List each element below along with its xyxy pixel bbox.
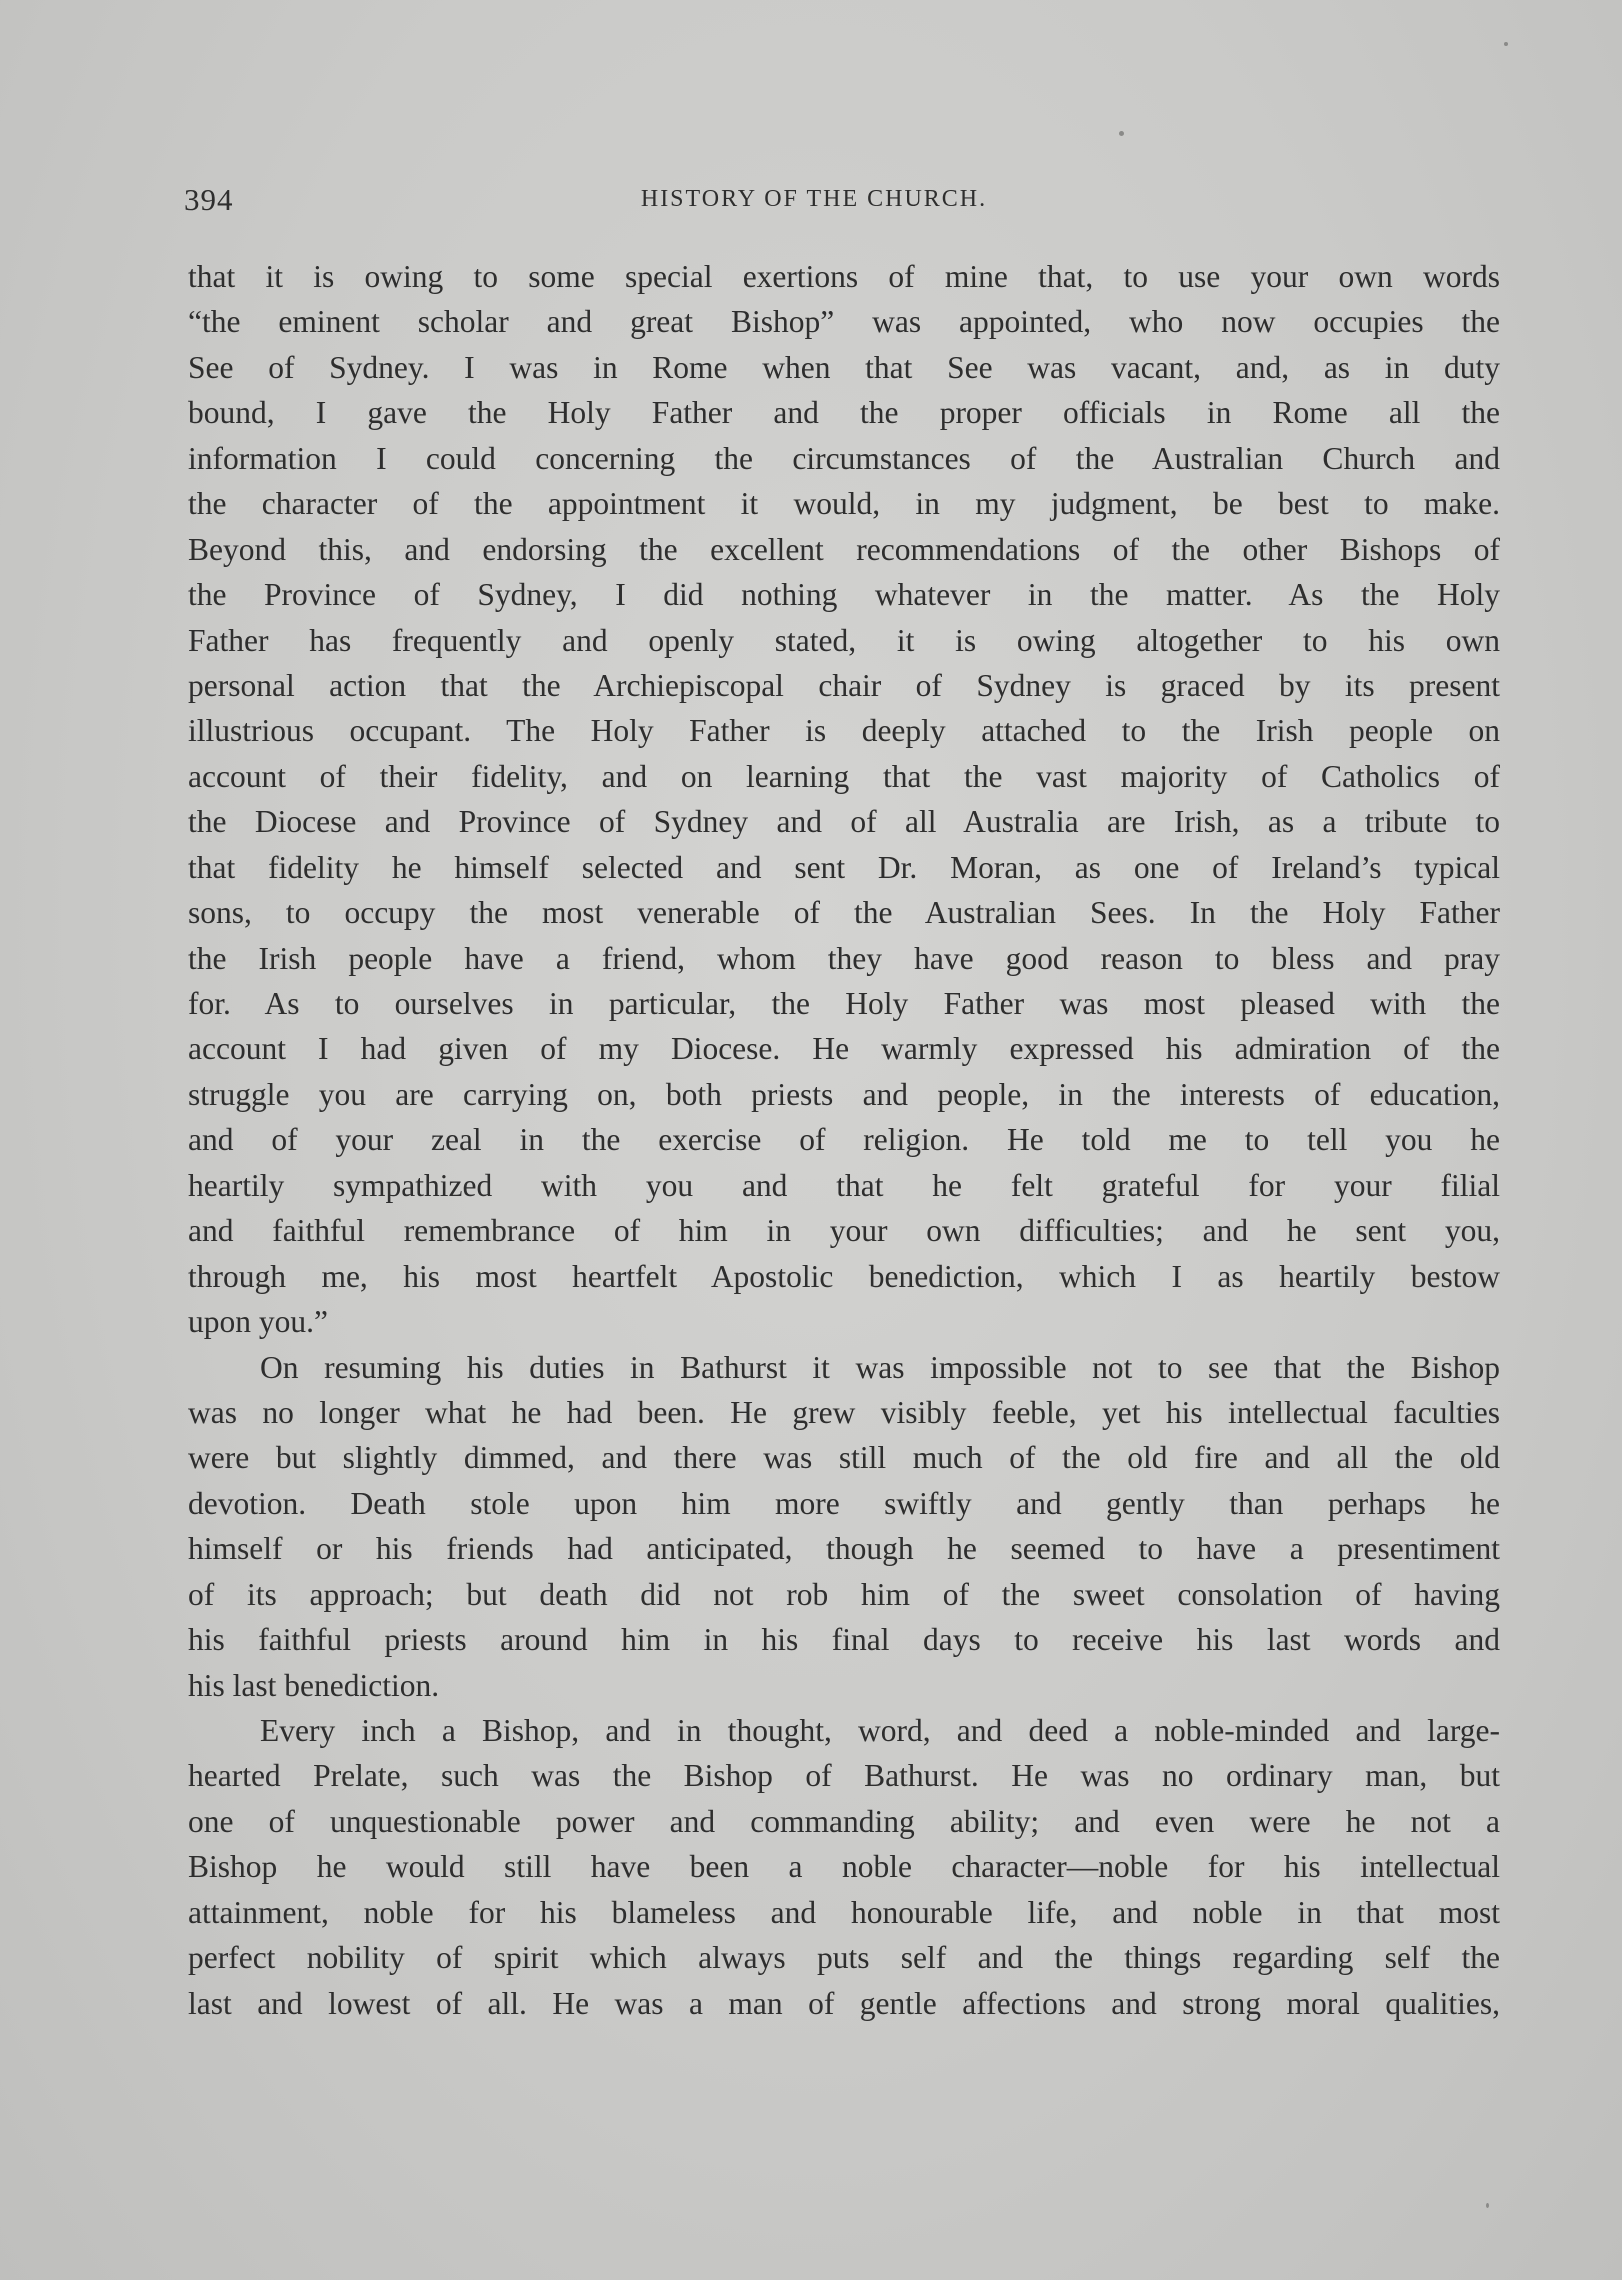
text-line: On resuming his duties in Bathurst it was impossible not to see that the Bishop	[260, 1349, 1500, 1385]
text-line: Every inch a Bishop, and in thought, word, and deed a noble-minded and large-	[260, 1713, 1500, 1748]
text-line: struggle you are carrying on, both priests and people, in the interests of education,	[188, 1076, 1500, 1112]
paper-speck	[1119, 131, 1124, 136]
text-line: See of Sydney. I was in Rome when that See was vacant, and, as in duty	[188, 349, 1500, 385]
text-line: bound, I gave the Holy Father and the proper officials in Rome all the	[188, 395, 1500, 431]
paragraph-character-tribute	[188, 1708, 1500, 2026]
text-line: account of their fidelity, and on learning that the vast majority of Catholics of	[188, 758, 1500, 794]
text-line: account I had given of my Diocese. He warmly expressed his admiration of the	[188, 1031, 1500, 1067]
text-line: attainment, noble for his blameless and honourable life, and noble in that most	[188, 1894, 1500, 1930]
text-line: hearted Prelate, such was the Bishop of Bathurst. He was no ordinary man, but	[188, 1758, 1500, 1794]
text-line: of its approach; but death did not rob him of the sweet consolation of having	[188, 1576, 1500, 1612]
text-line: personal action that the Archiepiscopal chair of Sydney is graced by its present	[188, 667, 1500, 703]
running-head	[184, 182, 1444, 222]
text-line: and faithful remembrance of him in your own difficulties; and he sent you,	[188, 1213, 1500, 1249]
text-line: one of unquestionable power and commanding ability; and even were he not a	[188, 1803, 1500, 1839]
text-line: devotion. Death stole upon him more swiftly and gently than perhaps he	[188, 1485, 1500, 1521]
text-line: for. As to ourselves in particular, the Holy Father was most pleased with the	[188, 986, 1500, 1021]
paragraph-final-illness	[188, 1345, 1500, 1709]
text-line: Father has frequently and openly stated, it is owing altogether to his own	[188, 622, 1500, 658]
text-line: himself or his friends had anticipated, though he seemed to have a presentiment	[188, 1531, 1500, 1567]
text-line: the Irish people have a friend, whom they have good reason to bless and pray	[188, 940, 1500, 976]
text-line: his last benediction.	[188, 1667, 440, 1703]
text-line: information I could concerning the circumstances of the Australian Church and	[188, 440, 1500, 476]
text-line: illustrious occupant. The Holy Father is deeply attached to the Irish people on	[188, 713, 1500, 749]
paper-speck	[1504, 42, 1508, 46]
text-line: and of your zeal in the exercise of religion. He told me to tell you he	[188, 1122, 1500, 1158]
text-line: were but slightly dimmed, and there was still much of the old fire and all the old	[188, 1440, 1500, 1476]
text-line: the Province of Sydney, I did nothing whatever in the matter. As the Holy	[188, 577, 1500, 613]
text-line: that it is owing to some special exertions of mine that, to use your own words	[188, 259, 1500, 294]
body-text	[188, 254, 1500, 2026]
text-line: Bishop he would still have been a noble character—noble for his intellectual	[188, 1849, 1500, 1885]
paragraph-letter-conclusion	[188, 254, 1500, 1345]
page-number: 394	[184, 182, 234, 217]
text-line: that fidelity he himself selected and sent Dr. Moran, as one of Ireland’s typical	[188, 849, 1500, 885]
text-line: sons, to occupy the most venerable of the Australian Sees. In the Holy Father	[188, 895, 1500, 931]
text-line: his faithful priests around him in his final days to receive his last words and	[188, 1622, 1500, 1658]
text-line: was no longer what he had been. He grew visibly feeble, yet his intellectual faculties	[188, 1394, 1500, 1430]
paper-speck	[1486, 2203, 1489, 2208]
text-line: “the eminent scholar and great Bishop” was appointed, who now occupies the	[188, 304, 1500, 340]
text-line: upon you.”	[188, 1304, 328, 1340]
text-line: the Diocese and Province of Sydney and of all Australia are Irish, as a tribute to	[188, 804, 1500, 840]
text-line: Beyond this, and endorsing the excellent recommendations of the other Bishops of	[188, 531, 1500, 567]
text-line: through me, his most heartfelt Apostolic benediction, which I as heartily bestow	[188, 1258, 1500, 1294]
text-line: perfect nobility of spirit which always puts self and the things regarding self the	[188, 1940, 1500, 1976]
text-line: heartily sympathized with you and that he felt grateful for your filial	[188, 1167, 1500, 1203]
text-line: last and lowest of all. He was a man of gentle affections and strong moral qualities,	[188, 1985, 1500, 2021]
running-title: HISTORY OF THE CHURCH.	[640, 186, 988, 212]
text-line: the character of the appointment it would, in my judgment, be best to make.	[188, 486, 1500, 522]
